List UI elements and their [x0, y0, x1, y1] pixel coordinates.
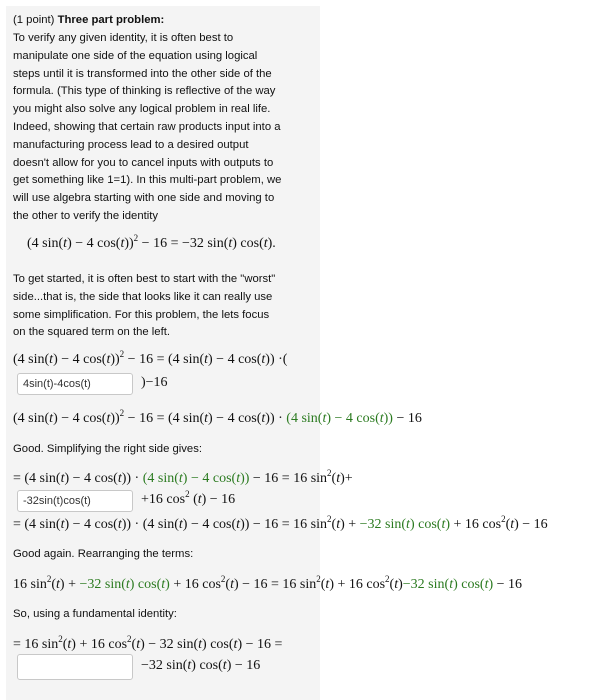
- good-rearranging-text: Good again. Rearranging the terms:: [13, 548, 194, 560]
- answer-box-3[interactable]: [17, 654, 133, 680]
- intro-line: manipulate one side of the equation using logical: [13, 49, 258, 62]
- intro-line: manufacturing process lead to a desired output: [13, 138, 249, 151]
- so-identity-text: So, using a fundamental identity:: [13, 608, 177, 620]
- step4-tail: −32 sin(t) cos(t) − 16: [141, 658, 261, 673]
- step3-equation: 16 $\sin^2(t) + -32$ sin(t) cos(t) + 16 $\cos^2(t) - 16 = 16$ $\sin^2(t) + 16$ $\cos^2(t)-32$ sin(t) cos(t) − 16: [13, 574, 523, 592]
- intro-paragraph: [13, 30, 313, 226]
- problem-title: Three part problem:: [57, 14, 165, 26]
- step1-result: (4 sin(t) − 4 cos(t))$^2$ − 16 = (4 sin(t) − 4 cos(t)) · (4 sin(t) − 4 cos(t)) − 16: [13, 408, 422, 426]
- identity-equation: (4 sin(t) − 4 cos(t))$^2$ − 16 = −32 sin(t) cos(t).: [27, 233, 276, 251]
- points-label: (1 point): [13, 14, 55, 26]
- intro-line: To verify any given identity, it is often best to: [13, 32, 234, 44]
- step4-equation: = 16 $\sin^2(t) + 16$ $\cos^2(t) - 32$ sin(t) cos(t) − 16 =: [13, 634, 283, 652]
- started-line: on the squared term on the left.: [13, 326, 170, 339]
- intro-line: Indeed, showing that certain raw products input into a: [13, 120, 281, 133]
- step1-tail: )−16: [141, 375, 168, 390]
- intro-line: doesn't allow for you to cancel inputs with outputs to: [13, 156, 274, 169]
- intro-line: you might also solve any logical problem in real life.: [13, 103, 271, 116]
- started-line: To get started, it is often best to start with the "worst": [13, 273, 276, 285]
- started-paragraph: [13, 271, 313, 342]
- problem-header: [13, 12, 313, 30]
- intro-line: will use algebra starting with one side and moving to: [13, 192, 275, 205]
- started-line: some simplification. For this problem, the lets focus: [13, 308, 270, 321]
- answer-box-2[interactable]: -32sin(t)cos(t): [17, 490, 133, 512]
- step2-tail: +16 $\cos^2 (t) - 16$: [141, 489, 236, 507]
- intro-line: steps until it is transformed into the other side of the: [13, 67, 272, 80]
- intro-line: the other to verify the identity: [13, 209, 159, 222]
- started-line: side...that is, the side that looks like it can really use: [13, 290, 273, 303]
- step1-equation: (4 sin(t) − 4 cos(t))$^2$ − 16 = (4 sin(t) − 4 cos(t)) ·(: [13, 349, 288, 367]
- intro-line: get something like 1=1). In this multi-part problem, we: [13, 174, 282, 187]
- answer-box-1[interactable]: 4sin(t)-4cos(t): [17, 373, 133, 395]
- intro-line: formula. (This type of thinking is reflective of the way: [13, 85, 276, 98]
- step2-result: = (4 sin(t) − 4 cos(t)) · (4 sin(t) − 4 cos(t)) − 16 = 16 $\sin^2(t) + -32$ sin(t) cos(t) + 16 $\cos^2(t) - 16$: [13, 514, 548, 532]
- step2-equation: = (4 sin(t) − 4 cos(t)) · (4 sin(t) − 4 cos(t)) − 16 = 16 $\sin^2(t)+$: [13, 468, 353, 486]
- good-simplifying-text: Good. Simplifying the right side gives:: [13, 443, 203, 455]
